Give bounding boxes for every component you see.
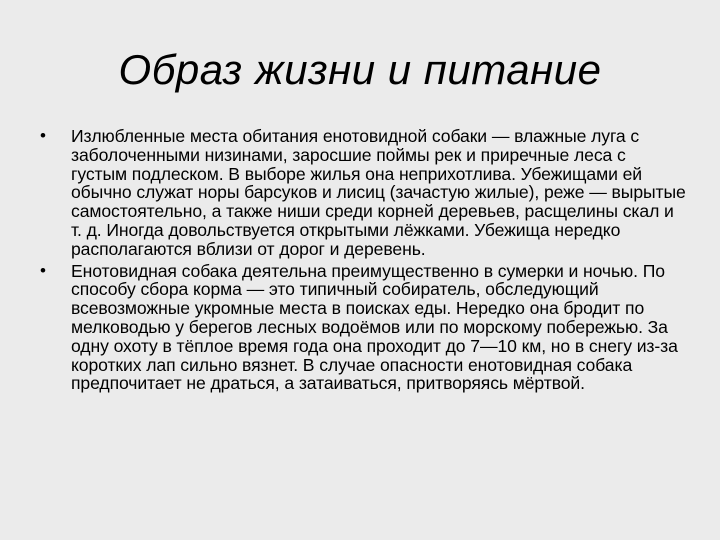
bullet-item-habitat (36, 127, 686, 259)
slide-title: Образ жизни и питание (118, 46, 602, 93)
bullet-text-habitat: Излюбленные места обитания енотовидной собаки — влажные луга с заболоченными низинами, заросшие поймы рек и приречные леса с густым подлеском. В выборе жилья она неприхотлива. Убежищами ей обычно служат норы барсуков и лисиц (зачастую жилые), реже — вырытые самостоятельно, а также ниши среди корней деревьев, расщелины скал и т. д. Иногда довольствуется открытыми лёжками. Убежища нередко располагаются вблизи от дорог и деревень. (71, 126, 686, 259)
bullet-list (36, 127, 686, 396)
bullet-item-behavior (36, 262, 686, 394)
bullet-icon: • (40, 260, 46, 280)
bullet-icon: • (40, 126, 46, 145)
bullet-text-behavior: Енотовидная собака деятельна преимущественно в сумерки и ночью. По способу сбора корма — это типичный собиратель, обследующий всевозможные укромные места в поисках еды. Нередко она бродит по мелководью у берегов лесных водоёмов или по морскому побережью. За одну охоту в тёплое время года она проходит до 7—10 км, но в снегу из-за коротких лап сильно вязнет. В случае опасности енотовидная собака предпочитает не драться, а затаиваться, притворяясь мёртвой. (71, 260, 678, 394)
